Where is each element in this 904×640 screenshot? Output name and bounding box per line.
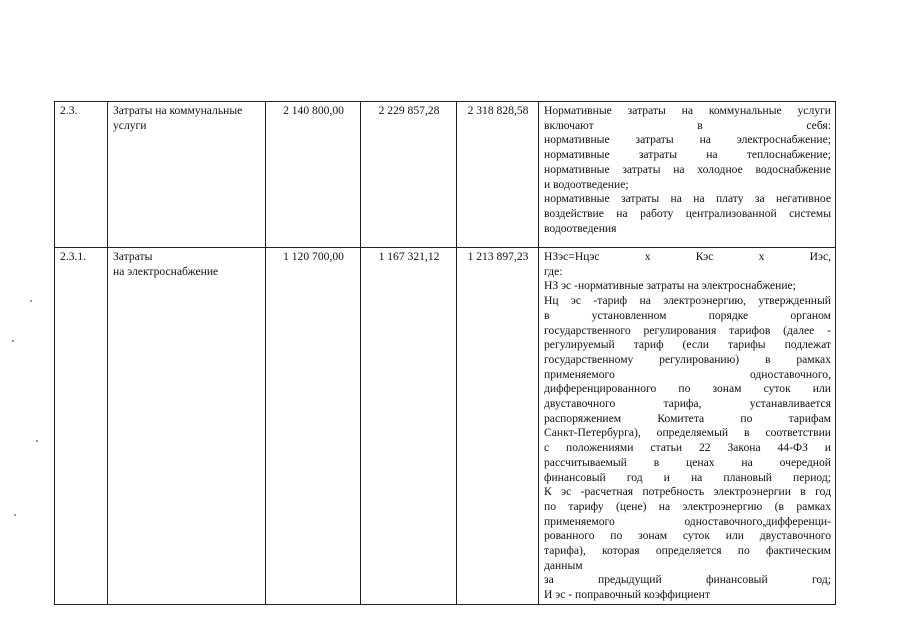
expenses-table bbox=[54, 101, 836, 605]
description-line: рассчитываемый в ценах на очередной bbox=[544, 455, 831, 469]
description-line: нормативные затраты на теплоснабжение; bbox=[544, 148, 831, 162]
description-line: распоряжением Комитета по тарифам bbox=[544, 411, 831, 425]
amount-year-2: 1 167 321,12 bbox=[361, 248, 457, 605]
description-line: применяемого одноставочного,дифференци- bbox=[544, 514, 831, 528]
description-line: НЗ эс -нормативные затраты на электроснабжение; bbox=[544, 279, 796, 293]
description-line: рованного по зонам суток или двуставочного bbox=[544, 529, 831, 543]
description-line: воздействие на работу централизованной системы bbox=[544, 206, 831, 220]
scan-speck bbox=[36, 440, 38, 442]
description-line: дифференцированного по зонам суток или bbox=[544, 382, 831, 396]
scan-speck bbox=[12, 340, 14, 342]
description-line: И эс - поправочный коэффициент bbox=[544, 588, 710, 602]
description-line: за предыдущий финансовый год; bbox=[544, 573, 831, 587]
description-line: и водоотведение; bbox=[544, 177, 629, 191]
amount-year-1: 2 140 800,00 bbox=[266, 102, 361, 248]
description-line: включают в себя: bbox=[544, 118, 831, 132]
item-name bbox=[108, 102, 266, 248]
description-line: данным bbox=[544, 558, 583, 572]
description-line: регулируемый тариф (если тарифы подлежат bbox=[544, 338, 831, 352]
description-line: нормативные затраты на холодное водоснабжение bbox=[544, 162, 831, 176]
description-line: К эс -расчетная потребность электроэнергии в год bbox=[544, 485, 831, 499]
item-name-line: Затраты bbox=[113, 250, 153, 263]
item-description bbox=[539, 102, 836, 248]
description-line: Нц эс -тариф на электроэнергию, утвержденный bbox=[544, 294, 831, 308]
scan-speck bbox=[14, 514, 16, 516]
description-line: двуставочного тарифа, устанавливается bbox=[544, 397, 831, 411]
description-line: Санкт-Петербурга), определяемый в соответствии bbox=[544, 426, 831, 440]
description-line: нормативные затраты на электроснабжение; bbox=[544, 133, 831, 147]
item-description bbox=[539, 248, 836, 605]
description-line: применяемого одноставочного, bbox=[544, 367, 831, 381]
description-line: где: bbox=[544, 264, 563, 278]
description-line: финансовый год и на плановый период; bbox=[544, 470, 831, 484]
amount-year-2: 2 229 857,28 bbox=[361, 102, 457, 248]
description-line: по тарифу (цене) на электроэнергию (в рамках bbox=[544, 499, 831, 513]
table-row bbox=[55, 248, 836, 605]
amount-year-3: 1 213 897,23 bbox=[457, 248, 539, 605]
description-line: водоотведения bbox=[544, 221, 617, 235]
item-name-line: на электроснабжение bbox=[113, 264, 219, 278]
item-name-line: Затраты на коммунальные bbox=[113, 104, 243, 117]
amount-year-1: 1 120 700,00 bbox=[266, 248, 361, 605]
description-line: Нормативные затраты на коммунальные услуги bbox=[544, 104, 831, 117]
description-line: в установленном порядке органом bbox=[544, 308, 831, 322]
description-line: с положениями статьи 22 Закона 44-ФЗ и bbox=[544, 441, 831, 455]
description-line: тарифа), которая определяется по фактическим bbox=[544, 544, 831, 558]
amount-year-3: 2 318 828,58 bbox=[457, 102, 539, 248]
item-name-line: услуги bbox=[113, 118, 147, 132]
item-number: 2.3.1. bbox=[55, 248, 108, 605]
table-row bbox=[55, 102, 836, 248]
item-number: 2.3. bbox=[55, 102, 108, 248]
description-line: государственного регулирования тарифов (далее - bbox=[544, 323, 831, 337]
description-line: НЗэс=Нцэс х Кэс х Иэс, bbox=[544, 250, 831, 263]
item-name bbox=[108, 248, 266, 605]
description-line: государственному регулированию) в рамках bbox=[544, 352, 831, 366]
description-line: нормативные затраты на на плату за негативное bbox=[544, 192, 831, 206]
scan-speck bbox=[30, 300, 32, 302]
